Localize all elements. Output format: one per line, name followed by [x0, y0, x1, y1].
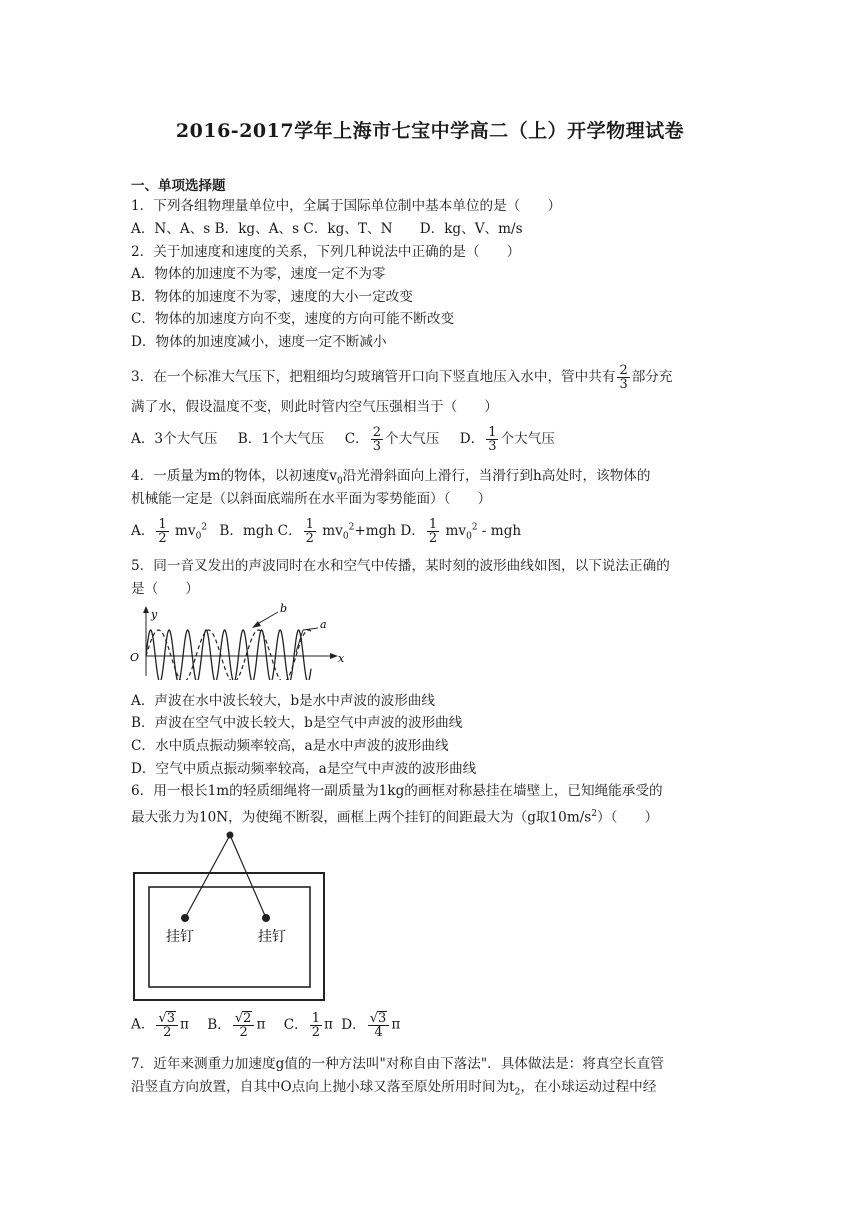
q6-b-pi: π	[256, 1016, 266, 1033]
q6-stem-sup: 2	[591, 809, 597, 819]
q6-options	[131, 1011, 400, 1039]
q4-a-den: 2	[158, 531, 167, 546]
q6-b-radicand: 2	[243, 1011, 252, 1026]
q6-outer-frame	[134, 873, 324, 1000]
q6-rope-right	[230, 835, 266, 918]
q3-frac-den: 3	[619, 377, 628, 392]
q3-option-d-frac	[486, 426, 498, 453]
q2-option-b: B．物体的加速度不为零，速度的大小一定改变	[131, 289, 413, 305]
q4-options	[131, 518, 521, 546]
q3-option-c-frac	[371, 426, 383, 453]
q6-d-num	[368, 1011, 390, 1026]
q3-option-b: B．1个大气压	[237, 431, 325, 447]
q5-y-label: y	[151, 608, 158, 621]
q7-stem-a: 沿竖直方向放置，自其中O点向上抛小球又落至原处所用时间为t	[131, 1079, 515, 1095]
q4-c-den: 2	[305, 531, 314, 546]
q5-x-label: x	[338, 652, 345, 665]
q5-x-arrow	[330, 653, 338, 659]
q6-b-den: 2	[239, 1025, 248, 1040]
q5-option-a: A．声波在水中波长较大，b是水中声波的波形曲线	[131, 693, 435, 709]
section-heading: 一、单项选择题	[131, 178, 226, 194]
q4-d-den: 2	[428, 531, 438, 546]
q5-label-a: a	[320, 618, 327, 631]
q4-option-c-label: C．	[277, 523, 302, 539]
q5-option-b: B．声波在空气中波长较大，b是空气中声波的波形曲线	[131, 715, 463, 731]
q6-frame-figure	[128, 826, 328, 1004]
q6-option-a-label: A．	[131, 1016, 155, 1033]
q7-stem-b: ，在小球运动过程中经	[520, 1079, 657, 1095]
q6-c-pi: π	[323, 1016, 333, 1033]
q6-c-den: 2	[311, 1024, 320, 1040]
q6-a-num	[156, 1011, 178, 1026]
q6-rope-left	[185, 835, 230, 918]
q4-stem-line2: 机械能一定是（以斜面底端所在水平面为零势能面）（ ）	[131, 491, 492, 507]
q6-c-frac	[310, 1012, 322, 1039]
q1-stem: 1．下列各组物理量单位中，全属于国际单位制中基本单位的是（ ）	[131, 198, 562, 214]
q3-fraction	[617, 364, 629, 391]
q4-a-sup: 2	[201, 522, 208, 533]
q5-option-d: D．空气中质点振动频率较高，a是空气中声波的波形曲线	[131, 761, 477, 777]
q6-d-radicand: 3	[378, 1011, 387, 1026]
q3-c-num: 2	[372, 425, 381, 440]
q4-c-sub: 0	[342, 531, 349, 542]
q4-d-tail: - mgh	[477, 523, 522, 539]
q4-stem-line1	[131, 467, 651, 491]
q4-option-b: B．mgh	[219, 523, 274, 539]
q6-stem-line2	[131, 805, 658, 827]
q6-nail-right-label: 挂钉	[258, 929, 286, 945]
q3-option-d-tail: 个大气压	[500, 431, 555, 447]
q6-option-c-label: C．	[283, 1016, 308, 1033]
q3-option-d-label: D．	[459, 431, 485, 447]
q5-y-arrow	[143, 606, 149, 613]
q6-stem-a: 最大张力为10N，为使绳不断裂，画框上两个挂钉的间距最大为（g取10m/s	[131, 809, 592, 826]
q5-stem-line1: 5．同一音叉发出的声波同时在水和空气中传播，某时刻的波形曲线如图，以下说法正确的	[131, 558, 670, 574]
q6-option-b-label: B．	[207, 1016, 231, 1033]
q3-option-c-tail: 个大气压	[384, 431, 440, 447]
q4-d-sup: 2	[471, 522, 478, 533]
q6-d-pi: π	[391, 1016, 401, 1033]
q3-stem-tail: 部分充	[631, 369, 673, 385]
q3-option-a: A．3个大气压	[131, 431, 218, 447]
q6-d-root: √	[369, 1011, 379, 1026]
q1-options: A．N、A、s B．kg、A、s C．kg、T、N D．kg、V、m/s	[131, 221, 523, 237]
q6-wall-nail	[227, 832, 234, 839]
q2-option-a: A．物体的加速度不为零，速度一定不为零	[131, 266, 386, 282]
q5-arrow-b-head	[252, 621, 261, 628]
q3-options	[131, 426, 555, 453]
q6-d-den: 4	[374, 1025, 383, 1040]
q2-option-d: D．物体的加速度减小，速度一定不断减小	[131, 334, 387, 350]
q4-d-sub: 0	[466, 531, 472, 542]
q4-a-frac	[156, 518, 168, 545]
q4-option-d-label: D．	[400, 523, 425, 539]
q6-d-frac	[368, 1011, 390, 1039]
q4-d-frac	[427, 518, 439, 545]
q3-d-num: 1	[488, 425, 497, 440]
q4-stem-sub: 0	[336, 476, 343, 487]
q3-stem-line2: 满了水，假设温度不变，则此时管内空气压强相当于（ ）	[131, 399, 499, 415]
q5-label-b: b	[280, 602, 288, 615]
q4-a-num: 1	[158, 517, 167, 532]
q6-a-pi: π	[180, 1016, 189, 1033]
q6-nail-right	[262, 914, 270, 922]
q6-a-radicand: 3	[166, 1011, 175, 1026]
q4-d-mv: mv	[445, 523, 467, 539]
q4-c-num: 1	[305, 517, 314, 532]
q6-a-frac	[156, 1011, 178, 1039]
q6-option-d-label: D．	[341, 1016, 366, 1033]
q5-option-c: C．水中质点振动频率较高，a是水中声波的波形曲线	[131, 738, 449, 754]
q5-arrow-a	[303, 628, 318, 630]
q5-wave-figure	[128, 600, 348, 680]
q4-c-mv: mv	[322, 523, 343, 539]
q4-stem-a: 4．一质量为m的物体，以初速度v	[131, 468, 337, 484]
page-title: 2016-2017学年上海市七宝中学高二（上）开学物理试卷	[175, 120, 685, 142]
q4-a-sub: 0	[195, 531, 202, 542]
q3-stem-text: 3．在一个标准大气压下，把粗细均匀玻璃管开口向下竖直地压入水中，管中共有	[131, 369, 616, 385]
q4-a-mv: mv	[175, 523, 196, 539]
q6-b-frac	[233, 1011, 255, 1039]
q6-b-num	[233, 1011, 255, 1026]
q3-frac-num: 2	[619, 363, 628, 378]
q3-d-den: 3	[488, 439, 497, 454]
q6-stem-b: ）（ ）	[597, 809, 659, 826]
q4-option-a-label: A．	[131, 523, 155, 539]
q4-d-num: 1	[428, 517, 438, 532]
q2-stem: 2．关于加速度和速度的关系，下列几种说法中正确的是（ ）	[131, 244, 521, 260]
q4-c-tail: +mgh	[354, 523, 397, 539]
q7-stem-line1: 7．近年来测重力加速度g值的一种方法叫"对称自由下落法"．具体做法是：将真空长直管	[131, 1056, 664, 1072]
q6-nail-left	[181, 914, 189, 922]
q4-c-sup: 2	[348, 522, 355, 533]
q4-stem-b: 沿光滑斜面向上滑行，当滑行到h高处时，该物体的	[342, 468, 651, 484]
q3-c-den: 3	[372, 439, 381, 454]
q5-stem-line2: 是（ ）	[131, 581, 199, 597]
q2-option-c: C．物体的加速度方向不变，速度的方向可能不断改变	[131, 311, 455, 327]
q7-stem-line2	[131, 1078, 656, 1102]
q6-a-root: √	[158, 1011, 167, 1026]
q3-option-c-label: C．	[344, 431, 369, 447]
q6-nail-left-label: 挂钉	[166, 929, 194, 945]
q7-stem-sub: 2	[514, 1087, 521, 1098]
q6-stem-line1: 6．用一根长1m的轻质细绳将一副质量为1kg的画框对称悬挂在墙壁上，已知绳能承受的	[131, 783, 663, 799]
q4-c-frac	[304, 518, 316, 545]
q5-origin-label: O	[130, 651, 140, 664]
q6-c-num: 1	[311, 1010, 320, 1026]
q3-stem-line1	[131, 364, 673, 391]
q6-b-root: √	[234, 1011, 244, 1026]
q6-a-den: 2	[163, 1025, 172, 1040]
